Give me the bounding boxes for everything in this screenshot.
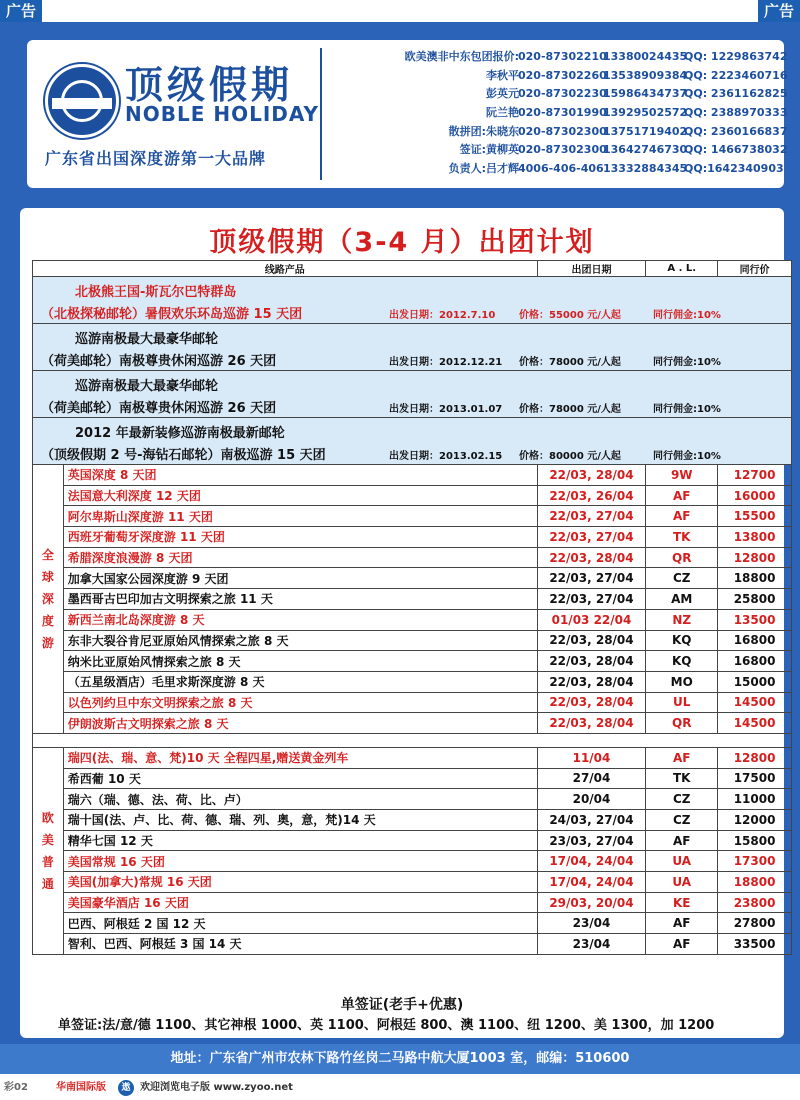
brand-name-en: NOBLE HOLIDAY <box>125 102 319 126</box>
tour-dates: 22/03, 28/04 <box>537 630 646 651</box>
tour-name: 以色列约旦中东文明探索之旅 8 天 <box>63 692 537 713</box>
tour-row <box>33 547 792 568</box>
tour-price: 16800 <box>718 630 792 651</box>
special-tour-commission: 同行佣金:10% <box>653 310 721 321</box>
special-tour-headline: 巡游南极最大最豪华邮轮 <box>75 379 219 394</box>
tour-price: 15000 <box>718 671 792 692</box>
tour-dates: 23/04 <box>537 913 646 934</box>
contact-row <box>327 123 788 142</box>
tour-airline: AF <box>646 485 718 506</box>
tour-price: 15500 <box>718 506 792 527</box>
header-divider <box>320 48 322 180</box>
header-dates: 出团日期 <box>537 261 646 277</box>
special-tour-name: （北极探秘邮轮）暑假欢乐环岛巡游 15 天团 <box>41 307 303 322</box>
special-tour-name: （荷美邮轮）南极尊贵休闲巡游 26 天团 <box>41 354 277 369</box>
tour-dates: 22/03, 28/04 <box>537 651 646 672</box>
contact-row <box>327 85 788 104</box>
tour-name: 阿尔卑斯山深度游 11 天团 <box>63 506 537 527</box>
tour-row <box>33 671 792 692</box>
tour-dates: 20/04 <box>537 789 646 810</box>
special-tour <box>33 324 791 370</box>
tour-dates: 22/03, 28/04 <box>537 547 646 568</box>
contact-row <box>327 104 788 123</box>
tour-dates: 11/04 <box>537 747 646 768</box>
special-tour-row <box>33 324 792 371</box>
contact-row <box>327 67 788 86</box>
tour-price: 23800 <box>718 892 792 913</box>
special-tour <box>33 277 791 323</box>
special-tour-row <box>33 277 792 324</box>
contact-qq: QQ: 1229863742 <box>684 50 788 63</box>
contact-row <box>327 141 788 160</box>
tour-airline: MO <box>646 671 718 692</box>
brand-slogan: 广东省出国深度游第一大品牌 <box>45 149 267 168</box>
tour-airline: TK <box>646 768 718 789</box>
tour-name: 希西葡 10 天 <box>63 768 537 789</box>
top-strip <box>0 0 800 22</box>
tour-name: 智利、巴西、阿根廷 3 国 14 天 <box>63 934 537 955</box>
tour-row <box>33 830 792 851</box>
contact-mobile: 13751719402 <box>603 124 688 138</box>
page-title: 顶级假期（3-4 月）出团计划 <box>209 227 595 258</box>
tour-row <box>33 465 792 486</box>
contact-mobile: 13929502572 <box>603 106 688 120</box>
tour-airline: AF <box>646 934 718 955</box>
global-tours-body <box>33 465 792 734</box>
tour-price: 12700 <box>718 465 792 486</box>
tour-name: 美国常规 16 天团 <box>63 851 537 872</box>
tour-airline: QR <box>646 713 718 734</box>
tour-name: 巴西、阿根廷 2 国 12 天 <box>63 913 537 934</box>
tour-price: 15800 <box>718 830 792 851</box>
tour-dates: 29/03, 20/04 <box>537 892 646 913</box>
tour-row <box>33 747 792 768</box>
tour-name: 西班牙葡萄牙深度游 11 天团 <box>63 527 537 548</box>
tour-airline: AF <box>646 913 718 934</box>
europe-tours-body <box>33 747 792 954</box>
tour-price: 27800 <box>718 913 792 934</box>
contact-qq: QQ: 2223460716 <box>684 68 788 82</box>
special-tour-headline: 2012 年最新装修巡游南极最新邮轮 <box>75 426 285 441</box>
tour-name: 东非大裂谷肯尼亚原始风情探索之旅 8 天 <box>63 630 537 651</box>
tour-row <box>33 872 792 893</box>
tour-row <box>33 789 792 810</box>
tour-price: 13500 <box>718 609 792 630</box>
tour-dates: 17/04, 24/04 <box>537 851 646 872</box>
header-price: 同行价 <box>718 261 792 277</box>
contact-qq: QQ: 1466738032 <box>684 143 788 157</box>
tour-airline: CZ <box>646 810 718 831</box>
tour-price: 14500 <box>718 713 792 734</box>
tour-name: 英国深度 8 天团 <box>63 465 537 486</box>
tour-row <box>33 568 792 589</box>
tour-airline: QR <box>646 547 718 568</box>
header-al: A . L. <box>646 261 718 277</box>
tour-name: 美国豪华酒店 16 天团 <box>63 892 537 913</box>
ad-label-right: 广告 <box>758 0 800 22</box>
tour-name: 纳米比亚原始风情探索之旅 8 天 <box>63 651 537 672</box>
special-tour-departure: 出发日期：2012.7.10 <box>389 310 496 321</box>
tour-airline: CZ <box>646 568 718 589</box>
tour-dates: 22/03, 27/04 <box>537 506 646 527</box>
special-tour-row <box>33 371 792 418</box>
tour-airline: UA <box>646 872 718 893</box>
contact-mobile: 15986434737 <box>603 87 688 101</box>
special-tour-name: （顶级假期 2 号-海钻石邮轮）南极巡游 15 天团 <box>41 448 326 463</box>
contact-label: 散拼团:朱晓东 <box>448 124 519 138</box>
edition-badge-icon: 遨 <box>118 1080 134 1096</box>
contact-phone: 020-87301990 <box>518 106 607 120</box>
tour-price: 14500 <box>718 692 792 713</box>
tour-row <box>33 851 792 872</box>
brand-logo <box>45 64 119 138</box>
header-product: 线路产品 <box>33 261 538 277</box>
tour-dates: 22/03, 27/04 <box>537 589 646 610</box>
tour-price: 16800 <box>718 651 792 672</box>
contact-qq: QQ: 2360166837 <box>684 124 788 138</box>
special-tour-price: 价格：78000 元/人起 <box>519 404 621 415</box>
tour-price: 12000 <box>718 810 792 831</box>
special-tour-name: （荷美邮轮）南极尊贵休闲巡游 26 天团 <box>41 401 277 416</box>
tour-dates: 24/03, 27/04 <box>537 810 646 831</box>
tour-dates: 22/03, 26/04 <box>537 485 646 506</box>
tour-price: 18800 <box>718 568 792 589</box>
tour-dates: 22/03, 28/04 <box>537 692 646 713</box>
page-number: 彩02 <box>4 1082 28 1093</box>
special-tour-price: 价格：55000 元/人起 <box>519 310 621 321</box>
contact-row <box>327 160 782 179</box>
tour-airline: AF <box>646 747 718 768</box>
tour-row <box>33 485 792 506</box>
contact-mobile: 13380024435 <box>603 50 688 63</box>
contact-phone: 020-87302260 <box>518 68 607 82</box>
tour-airline: KQ <box>646 630 718 651</box>
tour-dates: 22/03, 28/04 <box>537 671 646 692</box>
tour-dates: 22/03, 27/04 <box>537 527 646 548</box>
contact-qq: QQ: 2388970333 <box>684 106 788 120</box>
contact-label: 欧美澳非中东包团报价: <box>404 50 519 63</box>
tour-price: 18800 <box>718 872 792 893</box>
contact-label: 签证:黄柳英 <box>459 143 519 157</box>
contact-phone: 4006-406-406 <box>518 162 604 176</box>
tour-row <box>33 892 792 913</box>
tour-airline: 9W <box>646 465 718 486</box>
tour-name: 希腊深度浪漫游 8 天团 <box>63 547 537 568</box>
tour-price: 33500 <box>718 934 792 955</box>
tour-name: 墨西哥古巴印加古文明探索之旅 11 天 <box>63 589 537 610</box>
special-tour-price: 价格：78000 元/人起 <box>519 357 621 368</box>
contact-phone: 020-87302230 <box>518 87 607 101</box>
tour-row <box>33 527 792 548</box>
tour-airline: TK <box>646 527 718 548</box>
tour-dates: 27/04 <box>537 768 646 789</box>
table-header-row <box>33 261 792 277</box>
contact-label: 彭英元 <box>486 87 519 101</box>
tour-airline: KQ <box>646 651 718 672</box>
contact-phone: 020-87302300 <box>518 143 607 157</box>
header-box <box>27 40 788 188</box>
tour-price: 16000 <box>718 485 792 506</box>
tour-row <box>33 768 792 789</box>
tour-airline: AM <box>646 589 718 610</box>
tour-row <box>33 589 792 610</box>
tour-name: 法国意大利深度 12 天团 <box>63 485 537 506</box>
tour-name: 瑞六（瑞、德、法、荷、比、卢） <box>63 789 537 810</box>
tour-dates: 23/03, 27/04 <box>537 830 646 851</box>
tour-price: 12800 <box>718 547 792 568</box>
tour-row <box>33 651 792 672</box>
tour-airline: UL <box>646 692 718 713</box>
tour-row <box>33 713 792 734</box>
brand-name-cn: 顶级假期 <box>125 62 294 107</box>
tour-airline: KE <box>646 892 718 913</box>
tour-dates: 23/04 <box>537 934 646 955</box>
website-promo[interactable]: 欢迎浏览电子版 www.zyoo.net <box>140 1082 293 1093</box>
tour-airline: CZ <box>646 789 718 810</box>
visa-prices: 单签证:法/意/德 1100、其它神根 1000、英 1100、阿根廷 800、澳 1100、纽 1200、美 1300，加 1200 <box>58 1018 715 1033</box>
tour-airline: AF <box>646 830 718 851</box>
contact-phone: 020-87302210 <box>518 50 607 63</box>
tour-dates: 17/04, 24/04 <box>537 872 646 893</box>
tour-name: 新西兰南北岛深度游 8 天 <box>63 609 537 630</box>
tour-price: 12800 <box>718 747 792 768</box>
tour-row <box>33 934 792 955</box>
section-gap <box>33 733 792 747</box>
contact-mobile: 13332884345 <box>603 162 688 176</box>
special-tour-headline: 巡游南极最大最豪华邮轮 <box>75 332 219 347</box>
special-tour-commission: 同行佣金:10% <box>653 404 721 415</box>
content-box <box>20 208 784 1038</box>
contact-label: 阮兰艳 <box>486 106 519 120</box>
tour-plan-table <box>32 260 792 955</box>
special-tour-price: 价格：80000 元/人起 <box>519 451 621 462</box>
contact-label: 负责人:吕才辉 <box>448 162 519 176</box>
address-bar: 地址：广东省广州市农林下路竹丝岗二马路中航大厦1003 室，邮编：510600 <box>0 1044 800 1074</box>
tour-price: 17300 <box>718 851 792 872</box>
specials-body <box>33 277 792 465</box>
contact-qq: QQ: 2361162825 <box>684 87 788 101</box>
tour-price: 11000 <box>718 789 792 810</box>
tour-row <box>33 810 792 831</box>
contact-mobile: 13538909384 <box>603 68 688 82</box>
tour-name: 精华七国 12 天 <box>63 830 537 851</box>
special-tour <box>33 371 791 417</box>
tour-dates: 22/03, 27/04 <box>537 568 646 589</box>
tour-name: 加拿大国家公园深度游 9 天团 <box>63 568 537 589</box>
contact-label: 李秋平 <box>486 68 519 82</box>
tour-name: （五星级酒店）毛里求斯深度游 8 天 <box>63 671 537 692</box>
special-tour-row <box>33 418 792 465</box>
special-tour <box>33 418 791 464</box>
tour-row <box>33 630 792 651</box>
tour-row <box>33 692 792 713</box>
tour-price: 17500 <box>718 768 792 789</box>
tour-name: 美国(加拿大)常规 16 天团 <box>63 872 537 893</box>
tour-airline: UA <box>646 851 718 872</box>
contact-phone: 020-87302300 <box>518 124 607 138</box>
tour-row <box>33 506 792 527</box>
tour-name: 伊朗波斯古文明探索之旅 8 天 <box>63 713 537 734</box>
special-tour-commission: 同行佣金:10% <box>653 451 721 462</box>
gap-row <box>33 733 792 747</box>
tour-dates: 01/03 22/04 <box>537 609 646 630</box>
tour-price: 25800 <box>718 589 792 610</box>
tour-row <box>33 913 792 934</box>
region-label: 全 球 深 度 游 <box>33 465 64 734</box>
tour-price: 13800 <box>718 527 792 548</box>
tour-airline: NZ <box>646 609 718 630</box>
special-tour-headline: 北极熊王国-斯瓦尔巴特群岛 <box>75 285 237 300</box>
visa-title: 单签证(老手+优惠) <box>340 997 464 1013</box>
special-tour-departure: 出发日期：2013.02.15 <box>389 451 503 462</box>
ad-label-left: 广告 <box>0 0 42 22</box>
tour-name: 瑞四(法、瑞、意、梵)10 天 全程四星,赠送黄金列车 <box>63 747 537 768</box>
tour-dates: 22/03, 28/04 <box>537 713 646 734</box>
tour-name: 瑞十国(法、卢、比、荷、德、瑞、列、奥，意，梵)14 天 <box>63 810 537 831</box>
edition-name: 华南国际版 <box>56 1082 106 1093</box>
footer <box>0 1076 800 1100</box>
contact-list <box>327 48 788 179</box>
contact-row <box>327 48 788 67</box>
contact-mobile: 13642746730 <box>603 143 688 157</box>
special-tour-departure: 出发日期：2012.12.21 <box>389 357 503 368</box>
tour-dates: 22/03, 28/04 <box>537 465 646 486</box>
contact-qq: QQ:1642340903 <box>684 162 784 176</box>
special-tour-commission: 同行佣金:10% <box>653 357 721 368</box>
region-label: 欧 美 普 通 <box>33 747 64 954</box>
tour-airline: AF <box>646 506 718 527</box>
tour-row <box>33 609 792 630</box>
special-tour-departure: 出发日期：2013.01.07 <box>389 404 503 415</box>
